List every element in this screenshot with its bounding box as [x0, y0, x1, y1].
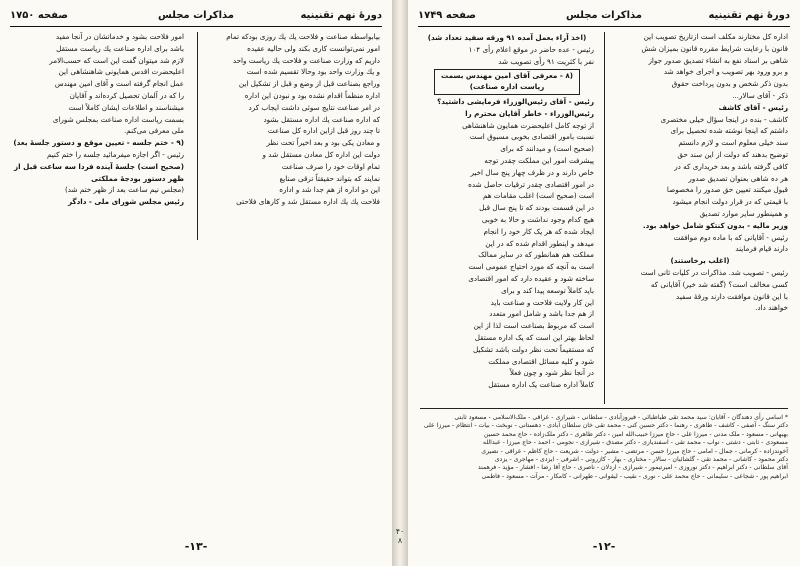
text-line: میدهد و اینطور اقدام شده که در این [485, 238, 594, 248]
text-line: وراجع بصناعت قبل از وضع و قبل از تشکیل این [238, 79, 380, 89]
text-line: قانون با رعایت شرایط مقرره قانون بمیزان شش [641, 43, 788, 53]
text-line: شود و کلیه مسائل اقتصادی مملکت [488, 356, 594, 366]
footnote-line: مسعودی - ثابتی - دشتی - نواب - محمد تقی - اسفندیاری - دکتر مصدق - شیرازی - نجومی - احمد - حاج میرزا - عبدالله [482, 439, 788, 447]
section-heading: (۸ - معرفی آقای امین مهندس بسمت ریاست اداره صناعت) [434, 69, 580, 95]
text-line: هیچ کدام وجود نداشت و حالا به خوبی [481, 214, 594, 224]
text-line: تمام اوقات خود را صرف صناعت [281, 161, 380, 171]
text-line: ایجاد شده که هر یک کار خود را انجام [483, 226, 594, 236]
speaker-line: رئیس‌الوزراء - خاطر آقایان محترم را [465, 108, 594, 118]
footnote-line: آقای سلطانی - دکتر ابراهیم - دکتر نوروزی - امیرتیمور - شیرازی - اردلان - ناصری - حاج آقا رضا - افشار - مؤید - فرهمند [477, 464, 788, 472]
right-header-session: دورهٔ نهم تقنینیه [708, 10, 790, 21]
left-page [0, 0, 392, 566]
text-line: کاملاً اداره صناعت یک اداره مستقل [488, 380, 594, 390]
right-page-column-divider [604, 32, 605, 404]
ballot-count-note: (اخذ آراء بعمل آمده ۹۱ ورقه سفید تعداد شد) [427, 33, 587, 42]
right-page-header [418, 10, 790, 27]
footnote-line: ابراهیم پور - شجاعی - سلیمانی - حاج محمد علی - نوری - نقیب - لیقوانی - طهرانی - کامکار - مرآت - مسعود - فاطمی [481, 472, 788, 480]
text-line: دارند قیام فرمایند [735, 244, 788, 254]
text-line: نسبت بامور اقتصادی بخوبی مسبوق است [469, 132, 594, 142]
text-line: و یك وزارت واحد بود وحالا تقسیم شده است [246, 67, 380, 77]
text-line: و همینطور سایر موارد تصدیق [699, 208, 788, 218]
gutter-mark: ۴۰ ۸ [395, 527, 405, 545]
text-line: ساخته شود و عقیده دارد که امور اقتصادی [468, 273, 594, 283]
text-line: ملی معرفی می‌کنم. [124, 126, 184, 136]
text-line: خاص دارند و در ظرف چهار پنج سال اخیر [470, 167, 594, 177]
text-line: ذکر - آقای سالار... [732, 90, 788, 100]
text-line: باشد برای اداره صناعت یك ریاست مستقل [56, 43, 184, 53]
footnote-line: دکتر سنگ - آصفی - کاشف - طاهری - رهنما - دکتر حسین کنی - محمد تقی خان سلطان آبادی - دهستانی - نوبخت - بیات - انتظام - میرزا علی [423, 422, 788, 430]
text-line: خواهند داد. [755, 303, 788, 313]
text-line: لازم شد میتوان گفت این است که حسب‌الامر [49, 55, 184, 65]
text-line: رئیس - اگر اجازه میفرمائید جلسه را ختم کنیم [46, 149, 184, 159]
text-line: رئیس - عده حاضر در موقع اعلام رأی ۱۰۴ [468, 44, 594, 54]
text-line: امور نمی‌توانست کاری بکند ولی حالیه عقیده [247, 43, 380, 53]
text-line: است که مربوط بصناعت است لذا از این [473, 321, 594, 331]
text-line: کافی گرفته باشد و بعد خریداری که در [674, 161, 788, 171]
text-line: که مستقیماً تحت نظر دولت باشد تشکیل [472, 344, 594, 354]
text-line: با این قانون موافقت دارند ورقهٔ سفید [676, 291, 788, 301]
session-closing-heading: (۹ - ختم جلسه - تعیین موقع و دستور جلسهٔ بعد) [13, 138, 184, 148]
text-line: (صحیح است) جلسهٔ آینده فردا سه ساعت قبل از [14, 161, 184, 171]
left-page-right-column [202, 32, 380, 242]
text-line: در امر صناعت نتایج سوئی داشت ایجاب کرد [248, 102, 380, 112]
footnote-separator [420, 408, 788, 409]
speaker-line: وزیر مالیه - بدون کنتکو شامل خواهد بود. [642, 220, 788, 230]
left-header-page-label: صفحه ۱۷۵۰ [10, 10, 69, 21]
text-line: نمایند که بتواند حقیقتاً ترقی صنایع [279, 173, 380, 183]
left-header-title: مذاکرات مجلس [157, 10, 235, 21]
text-line: (مجلس نیم ساعت بعد از ظهر ختم شد) [64, 185, 184, 195]
text-line: رئیس - آقایانی که با ماده دوم موافقت [673, 232, 788, 242]
text-line: میشناسند و اطلاعات ایشان کاملاً است [68, 102, 184, 112]
text-line: سند خیلی معلوم است و لازم دانستم [678, 138, 788, 148]
text-line: با قیمتی که در قرار دولت انجام میشود [672, 197, 788, 207]
text-line: بسمت ریاست اداره صناعت بمجلس شورای [52, 114, 184, 124]
left-page-header [10, 10, 382, 27]
text-line: کاشف - بنده در اینجا سؤال خیلی مختصری [660, 114, 788, 124]
right-page-left-column [420, 32, 594, 402]
text-line: از هم جدا باشد و شامل امور متعدد [489, 309, 594, 319]
text-line: کسی مخالف است؟ (گفته شد خیر) آقایانی که [650, 279, 788, 289]
footnote-line: آخوندزاده - کرمانی - جمال - امامی - حاج میرزا حسن - مرتضی - مشیر - دولت - شریعت - حاج کاظم - عراقی - نصیری [481, 447, 788, 455]
right-page-right-column [612, 32, 788, 402]
text-line: لحاظ بهتر این است که یک اداره مستقل [474, 332, 594, 342]
text-line: در آنجا نظر شود و چون فعلاً [509, 368, 594, 378]
text-line: پیشرفت امور این مملکت چقدر توجه [484, 155, 594, 165]
text-line: رئیس - تصویب شد. مذاکرات در کلیات ثانی است [640, 267, 788, 277]
text-line: نفر با کثریت ۹۱ رأی تصویب شد [498, 56, 594, 66]
text-line: داریم که وزارت صناعت و فلاحت یك ریاست واحد [232, 55, 380, 65]
text-line: است (صحیح است) اغلب مقامات هم [483, 191, 594, 201]
speaker-line: رئیس - آقای کاشف [718, 102, 788, 112]
left-page-column-divider [197, 32, 198, 240]
text-line: این دو اداره از هم جدا شد و اداره [279, 185, 380, 195]
text-line: اداره کل مختارند مکلف است ازتاریخ تصویب این [643, 32, 788, 41]
text-line: شاهی بر اسناد نفع به انشاء تصدیق صدور جواز [648, 55, 788, 65]
text-line: فلاحت یك یك اداره مستقل شد و کارهای فلاحتی [236, 197, 380, 207]
footnote-line: بهبهانی - مسعود - ملک مدنی - میرزا علی - حاج میرزا حبیب‌الله امین - دکتر طاهری - دکتر ملک‌زاده - حاج محمد حسین [483, 430, 788, 438]
text-line: امور فلاحت بشود و خدماتشان در آنجا مفید [55, 32, 184, 41]
right-page-number: -۱۲- [592, 540, 616, 553]
text-line: (صحیح است) و میدانند که برای [500, 144, 594, 154]
right-header-page-label: صفحه ۱۷۴۹ [418, 10, 477, 21]
text-line: را که در آلمان تحصیل کرده‌اند و آقایان [69, 90, 184, 100]
footnote-line: دکتر محمود - کاشانی - محمد تقی - گلشائیان - سالار - مختاری - بهار - کازرونی - اشرفی - ایزدی - مهاجری - یزدی [494, 456, 788, 464]
text-line: و معادن یکی بود و بعد اخیراً تحت نظر [266, 138, 380, 148]
text-line: قبول میکنند تعیین حق صدور را مخصوصا [666, 185, 788, 195]
speaker-line: رئیس - آقای رئیس‌الوزراء فرمایشی داشتید؟ [437, 96, 594, 106]
text-line: در این قسمت بودند که تا پنج سال قبل [479, 203, 594, 213]
text-line: مملکت هم همانطور که در سایر ممالک [478, 250, 594, 260]
text-line: داشتم که اینجا نوشته شده تحصیل برای [670, 126, 788, 136]
text-line: بدون ذکر شخص و بدون پرداخت حقوق [671, 79, 788, 89]
book-gutter [392, 0, 408, 566]
left-page-left-column [12, 32, 184, 242]
text-line: است به آنچه که مورد احتیاج عمومی است [468, 262, 594, 272]
text-line: این کار ولایت فلاحت و صناعت باید [490, 297, 594, 307]
text-line: اعلیحضرت اقدس همایونی شاهنشاهی این [58, 67, 184, 77]
text-line: از توجه کامل اعلیحضرت همایون شاهنشاهی [462, 120, 594, 130]
text-line: ظهر دستور بودجهٔ مملکتی [91, 173, 184, 183]
signature-line: رئیس مجلس شورای ملی - دادگر [67, 197, 184, 207]
right-page [408, 0, 800, 566]
text-line: هر ده شاهی بعنوان تصدیق صدور [688, 173, 788, 183]
right-header-title: مذاکرات مجلس [565, 10, 643, 21]
text-line: در امور اقتصادی چقدر ترقیات حاصل شده [468, 179, 594, 189]
text-line: عمل انجام گرفته است و آقای امین مهندس [54, 79, 184, 89]
vote-result-note: (اغلب برخاستند) [670, 256, 730, 266]
left-page-number: -۱۳- [184, 540, 208, 553]
left-header-session: دورهٔ نهم تقنینیه [300, 10, 382, 21]
text-line: دولت این اداره کل معادن مستقل شد و [262, 149, 380, 159]
text-line: بیابواسطه صناعت و فلاحت یك یك روزی بودکه تمام [226, 32, 380, 41]
footnote-line: * اسامی رأی دهندگان - آقایان: سید محمد تقی طباطبائی - فیروزآبادی - سلطانی - شیرازی - عراقی - ملک‌الاسلامی - مسعود ثابتی [454, 414, 788, 421]
text-line: که اداره صناعت یك اداره مستقل بشود [263, 114, 380, 124]
text-line: اداره منظماً اقدام نشده بود و نبودن این اداره [244, 90, 380, 100]
text-line: باید کاملاً توسعه پیدا کند و برای [501, 285, 594, 295]
text-line: و برو ورود بهر تصویب و اجرای خواهد شد [663, 67, 788, 77]
text-line: تا چند روز قبل ازاین اداره کل صناعت [267, 126, 380, 136]
voters-footnote [422, 414, 788, 481]
text-line: توضیح بدهند که دولت از این سند حق [677, 149, 788, 159]
